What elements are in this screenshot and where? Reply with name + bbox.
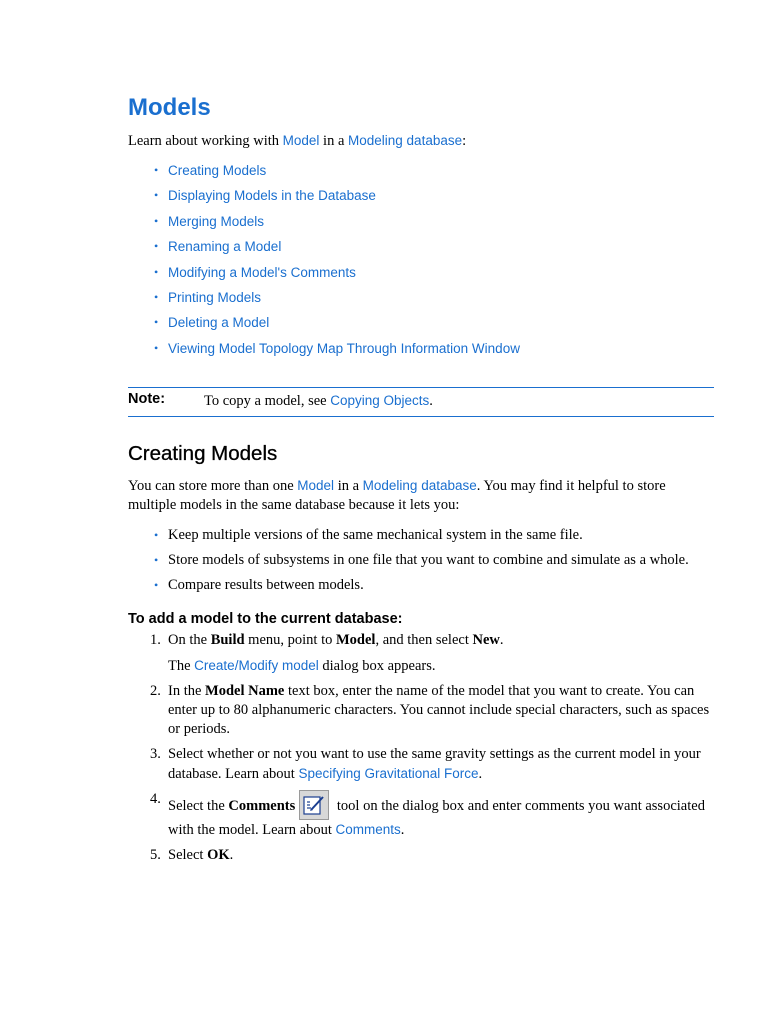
- benefit-list: [128, 526, 714, 601]
- displaying-models-link[interactable]: Displaying Models in the Database: [168, 188, 376, 204]
- topic-link-list: [128, 161, 714, 364]
- modeling-database-link[interactable]: Modeling database: [348, 133, 463, 148]
- list-item: [154, 263, 714, 288]
- step-1: [128, 631, 714, 676]
- page-title: Models: [128, 94, 211, 121]
- step-text: , and then select: [375, 632, 473, 648]
- note-label: Note:: [128, 391, 166, 407]
- model-name-field-name: Model Name: [205, 683, 285, 699]
- step-text: Select: [168, 847, 208, 863]
- step-text: On the: [168, 632, 211, 648]
- note-text-post: .: [429, 393, 433, 409]
- creating-models-section: [128, 442, 714, 871]
- step-text: .: [499, 632, 504, 648]
- create-modify-model-link[interactable]: Create/Modify model: [194, 658, 319, 673]
- list-item: [154, 313, 714, 338]
- step-number: 4.: [150, 791, 161, 807]
- list-item: • Keep multiple versions of the same mechanical system in the same file.: [154, 526, 714, 551]
- note-box: [128, 387, 714, 417]
- printing-models-link[interactable]: Printing Models: [168, 289, 262, 305]
- renaming-model-link[interactable]: Renaming a Model: [168, 239, 282, 255]
- intro-text-end: :: [462, 133, 467, 149]
- step-text: The: [168, 658, 195, 674]
- comments-tool-icon: [299, 790, 329, 820]
- comments-tool-name: Comments: [228, 798, 296, 814]
- step-3: [128, 745, 714, 784]
- section-heading: Creating Models: [128, 442, 278, 465]
- new-command-name: New: [472, 632, 500, 648]
- creating-models-link[interactable]: Creating Models: [168, 163, 267, 178]
- procedure-heading: To add a model to the current database:: [128, 611, 403, 627]
- step-text: menu, point to: [244, 632, 336, 648]
- step-number: 5.: [150, 847, 161, 863]
- step-text: In the: [168, 683, 206, 699]
- step-number: 3.: [150, 746, 161, 762]
- model-link-2[interactable]: Model: [297, 478, 335, 493]
- intro-paragraph: [128, 131, 714, 151]
- intro-text: Learn about working with: [128, 133, 283, 149]
- step-text: .: [400, 822, 405, 838]
- step-1-result: [168, 656, 714, 676]
- list-item: [154, 288, 714, 313]
- build-menu-name: Build: [210, 632, 245, 648]
- note-text-pre: To copy a model, see: [204, 393, 331, 409]
- list-item: [154, 237, 714, 262]
- step-text: .: [478, 766, 483, 782]
- model-menu-name: Model: [335, 632, 376, 648]
- list-item: [154, 186, 714, 211]
- topology-map-link[interactable]: Viewing Model Topology Map Through Information Window: [168, 340, 520, 356]
- section-intro-paragraph: [128, 476, 714, 515]
- step-2: [128, 682, 714, 739]
- step-text: tool on the dialog box and enter comments you want associated with the model. Learn about: [168, 798, 705, 838]
- copying-objects-link[interactable]: Copying Objects: [330, 393, 430, 408]
- p1-text-end: . You may find it helpful to store multiple models in the same database because it lets you:: [128, 478, 666, 513]
- p1-text: You can store more than one: [128, 478, 298, 494]
- list-item: • Store models of subsystems in one file that you want to combine and simulate as a whole.: [154, 551, 714, 576]
- step-number: 1.: [150, 632, 161, 648]
- list-item: [154, 212, 714, 237]
- list-item: • Compare results between models.: [154, 576, 714, 601]
- step-text: text box, enter the name of the model that you want to create. You can enter up to 80 alphanumeric characters. You cannot include special characters, such as spaces or periods.: [168, 683, 710, 737]
- note-text: [204, 391, 433, 411]
- step-text: dialog box appears.: [318, 658, 436, 674]
- gravitational-force-link[interactable]: Specifying Gravitational Force: [298, 766, 479, 781]
- step-text: .: [229, 847, 234, 863]
- list-item: [154, 161, 714, 186]
- p1-text-mid: in a: [334, 478, 363, 494]
- document-page: [128, 92, 714, 863]
- step-number: 2.: [150, 683, 161, 699]
- step-text: Select the: [168, 798, 229, 814]
- modifying-comments-link[interactable]: Modifying a Model's Comments: [168, 264, 356, 280]
- merging-models-link[interactable]: Merging Models: [168, 213, 265, 229]
- model-link[interactable]: Model: [282, 133, 320, 148]
- comments-link[interactable]: Comments: [335, 822, 401, 837]
- step-text: Select whether or not you want to use the same gravity settings as the current model in your database. Learn about: [168, 746, 701, 782]
- deleting-model-link[interactable]: Deleting a Model: [168, 315, 270, 331]
- procedure-steps: [128, 631, 714, 865]
- step-4: [128, 790, 714, 840]
- modeling-database-link-2[interactable]: Modeling database: [362, 478, 477, 493]
- ok-button-name: OK: [207, 847, 230, 863]
- list-item: [154, 339, 714, 364]
- step-5: [128, 846, 714, 865]
- intro-text-mid: in a: [319, 133, 349, 149]
